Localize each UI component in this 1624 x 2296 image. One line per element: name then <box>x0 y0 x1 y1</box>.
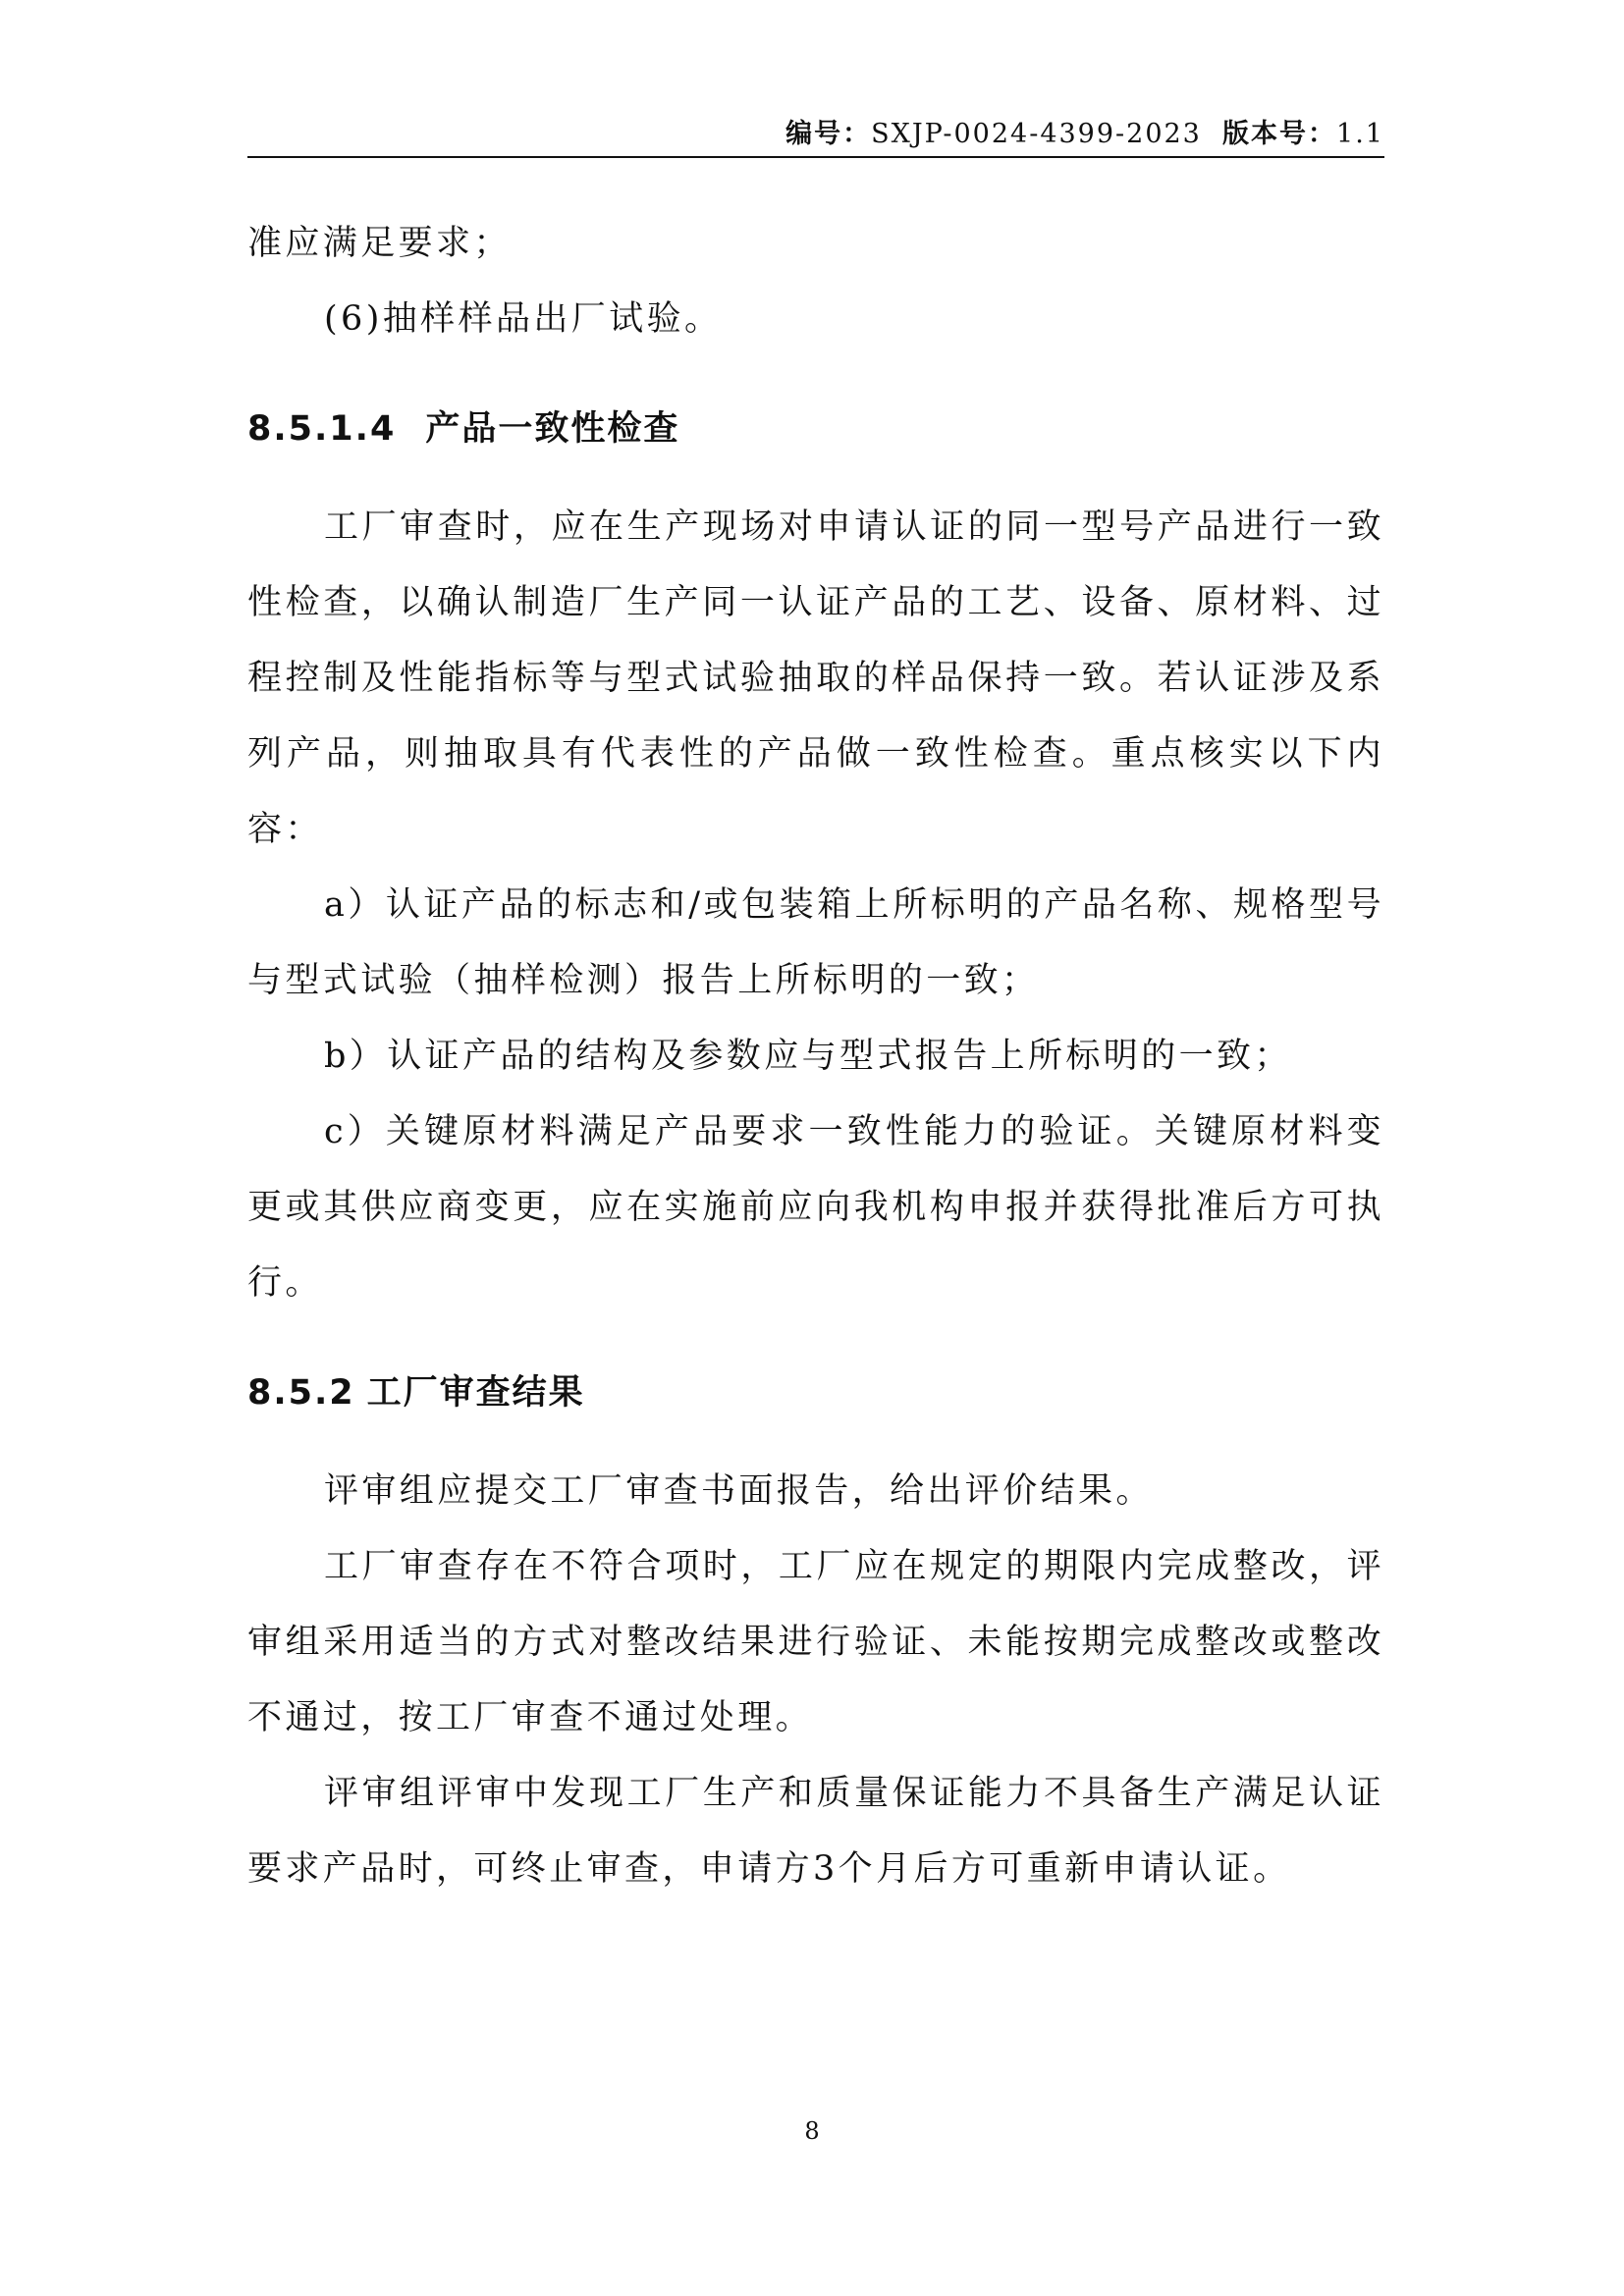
section-title: 产品一致性检查 <box>425 409 680 449</box>
paragraph-report: 评审组应提交工厂审查书面报告，给出评价结果。 <box>324 1471 1154 1511</box>
version-number: 1.1 <box>1336 119 1384 149</box>
paragraph-item-6: (6)抽样样品出厂试验。 <box>324 299 723 339</box>
doc-number: SXJP-0024-4399-2023 <box>871 119 1202 149</box>
page-header <box>247 116 1384 153</box>
document-body <box>247 206 1384 1907</box>
page-number: 8 <box>804 2117 820 2145</box>
section-number: 8.5.1.4 <box>247 409 397 449</box>
version-label: 版本号： <box>1222 119 1337 149</box>
doc-number-label: 编号： <box>785 119 872 149</box>
section-heading-8514 <box>247 404 1384 454</box>
section-title: 工厂审查结果 <box>366 1373 585 1413</box>
paragraph-continuation: 准应满足要求； <box>247 224 512 263</box>
section-number: 8.5.2 <box>247 1373 355 1413</box>
section-heading-852 <box>247 1368 1384 1417</box>
paragraph-consistency-check: 工厂审查时，应在生产现场对申请认证的同一型号产品进行一致性检查，以确认制造厂生产同一认证产品的工艺、设备、原材料、过程控制及性能指标等与型式试验抽取的样品保持一致。若认证涉及系列产品，则抽取具有代表性的产品做一致性检查。重点核实以下内容： <box>247 507 1384 849</box>
paragraph-nonconformity: 工厂审查存在不符合项时，工厂应在规定的期限内完成整改，评审组采用适当的方式对整改结果进行验证、未能按期完成整改或整改不通过，按工厂审查不通过处理。 <box>247 1547 1384 1737</box>
list-item-b: b）认证产品的结构及参数应与型式报告上所标明的一致； <box>324 1037 1292 1076</box>
list-item-c: c）关键原材料满足产品要求一致性能力的验证。关键原材料变更或其供应商变更，应在实施前应向我机构申报并获得批准后方可执行。 <box>247 1112 1384 1303</box>
list-item-a: a）认证产品的标志和/或包装箱上所标明的产品名称、规格型号与型式试验（抽样检测）报告上所标明的一致； <box>247 885 1384 1000</box>
paragraph-termination: 评审组评审中发现工厂生产和质量保证能力不具备生产满足认证要求产品时，可终止审查，申请方3个月后方可重新申请认证。 <box>247 1774 1384 1889</box>
header-rule <box>247 156 1384 158</box>
